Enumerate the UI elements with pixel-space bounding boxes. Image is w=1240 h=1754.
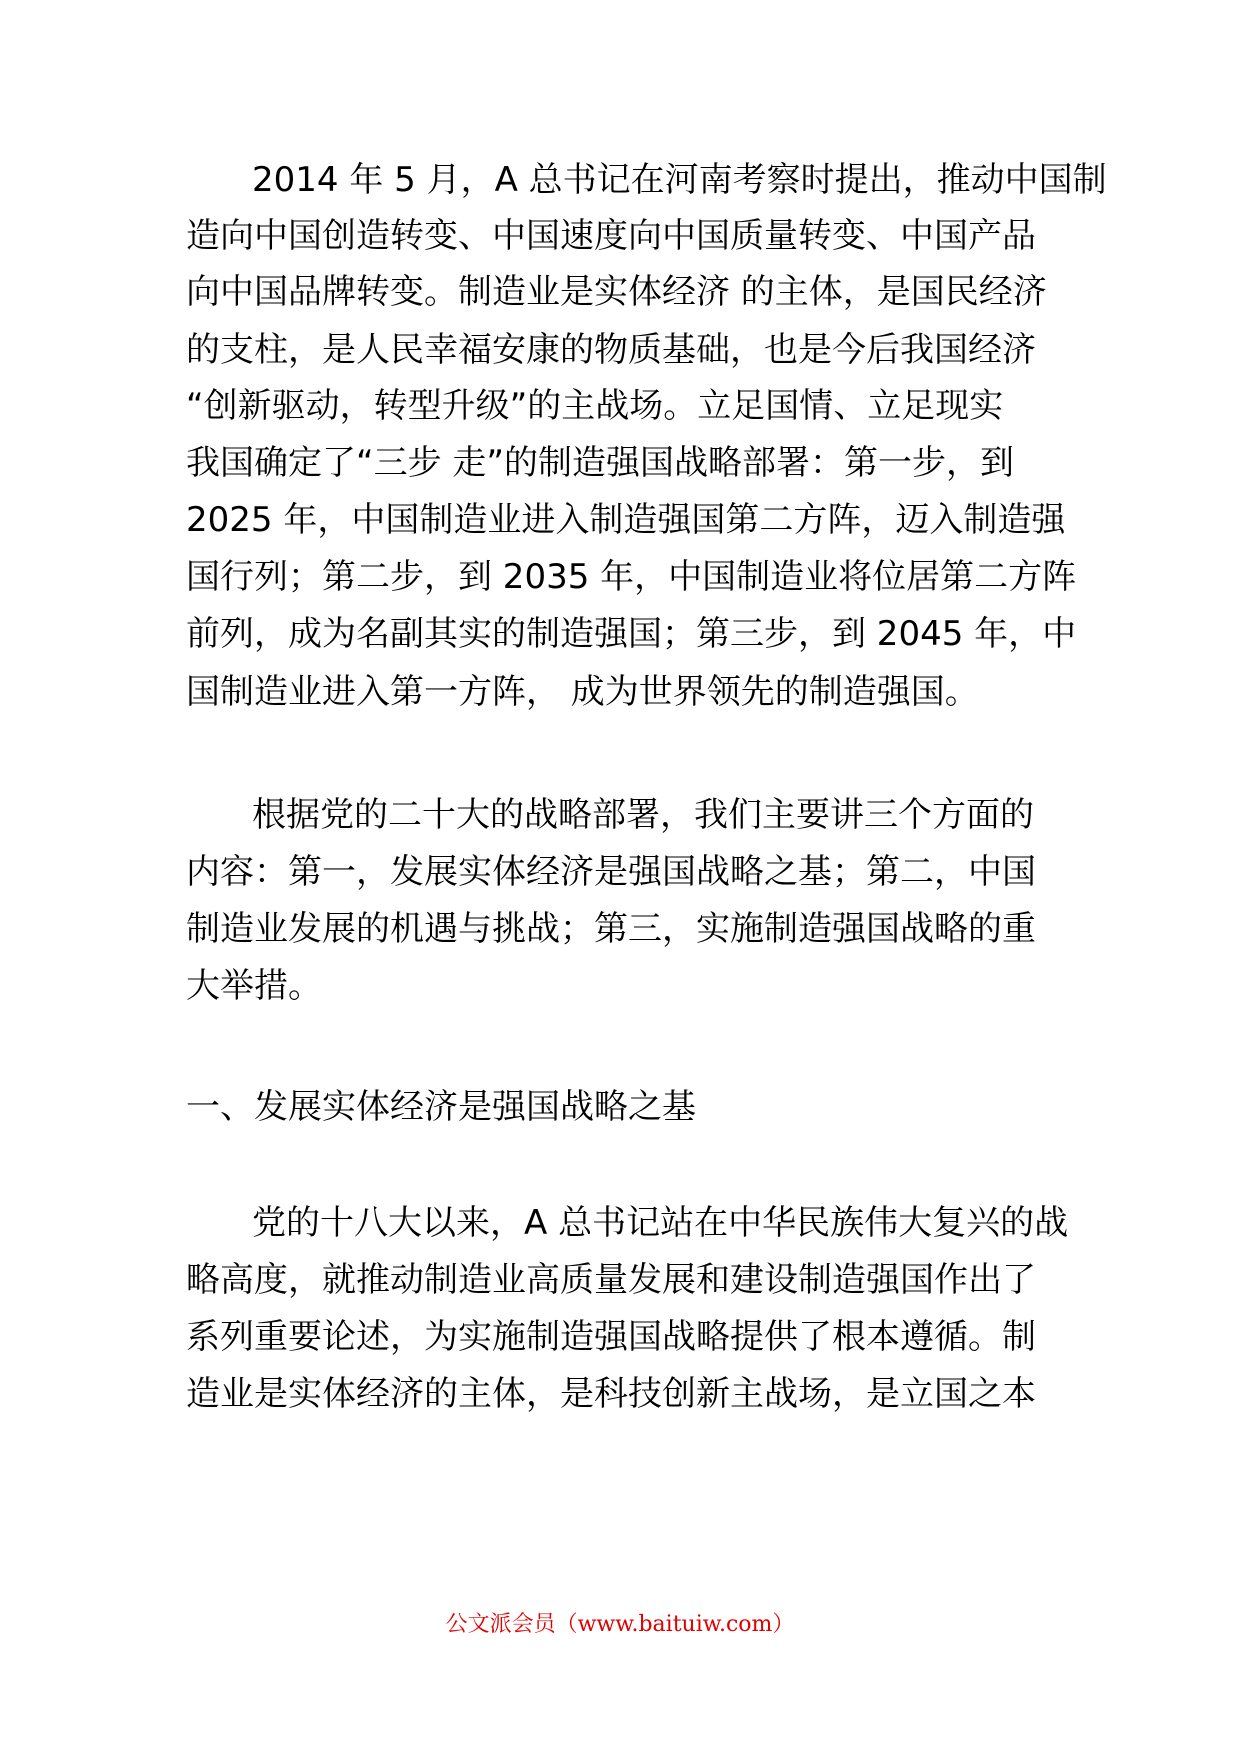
paragraph-line: 国制造业进入第一方阵， 成为世界领先的制造强国。 <box>186 672 979 712</box>
paragraph-line: “创新驱动，转型升级”的主战场。立足国情、立足现实 <box>186 386 1004 426</box>
paragraph-line: 略高度，就推动制造业高质量发展和建设制造强国作出了 <box>186 1260 1036 1300</box>
paragraph-line: 向中国品牌转变。制造业是实体经济 的主体，是国民经济 <box>186 272 1047 312</box>
paragraph-line: 我国确定了“三步 走”的制造强国战略部署：第一步，到 <box>186 443 1015 483</box>
paragraph-line: 2025 年，中国制造业进入制造强国第二方阵，迈入制造强 <box>186 500 1066 540</box>
paragraph-line: 造向中国创造转变、中国速度向中国质量转变、中国产品 <box>186 216 1036 256</box>
section-heading: 一、发展实体经济是强国战略之基 <box>186 1087 696 1127</box>
paragraph-line: 的支柱，是人民幸福安康的物质基础，也是今后我国经济 <box>186 330 1036 370</box>
paragraph-line: 2014 年 5 月，A 总书记在河南考察时提出，推动中国制 <box>252 160 1107 200</box>
paragraph-line: 国行列；第二步，到 2035 年，中国制造业将位居第二方阵 <box>186 557 1077 597</box>
paragraph-line: 前列，成为名副其实的制造强国；第三步，到 2045 年，中 <box>186 614 1077 654</box>
paragraph-line: 大举措。 <box>186 966 322 1006</box>
paragraph-line: 内容：第一，发展实体经济是强国战略之基；第二，中国 <box>186 852 1036 892</box>
paragraph-line: 造业是实体经济的主体，是科技创新主战场，是立国之本 <box>186 1374 1036 1414</box>
footer-watermark: 公文派会员（www.baituiw.com） <box>445 1612 795 1637</box>
paragraph-line: 党的十八大以来，A 总书记站在中华民族伟大复兴的战 <box>252 1203 1069 1243</box>
paragraph-line: 制造业发展的机遇与挑战；第三，实施制造强国战略的重 <box>186 909 1036 949</box>
paragraph-line: 系列重要论述，为实施制造强国战略提供了根本遵循。制 <box>186 1317 1036 1357</box>
paragraph-line: 根据党的二十大的战略部署，我们主要讲三个方面的 <box>252 795 1034 835</box>
